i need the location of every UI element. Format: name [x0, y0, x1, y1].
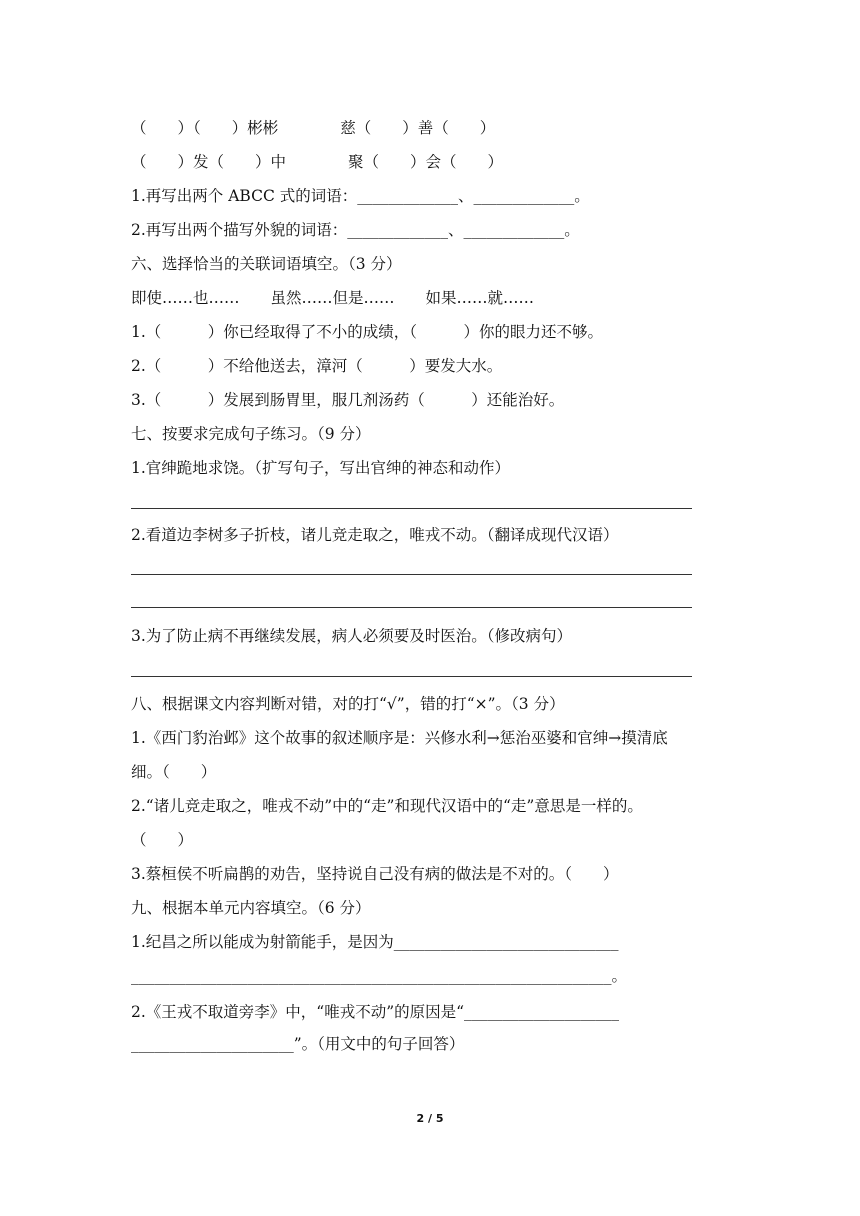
- fill-item-1-cont: ______________________________________________________________。: [131, 967, 628, 985]
- page-number: 2 / 5: [416, 1112, 444, 1125]
- answer-line-2: [131, 574, 692, 575]
- judge-item-1-cont: 细。（ ）: [131, 763, 217, 781]
- section-9-heading: 九、根据本单元内容填空。（6 分）: [131, 899, 371, 917]
- conjunction-options: 即使……也…… 虽然……但是…… 如果……就……: [131, 289, 535, 307]
- answer-line-4: [131, 676, 692, 677]
- sentence-task-3: 3.为了防止病不再继续发展，病人必须要及时医治。（修改病句）: [131, 627, 573, 645]
- judge-item-2-cont: （ ）: [131, 831, 194, 849]
- section-7-heading: 七、按要求完成句子练习。（9 分）: [131, 425, 371, 443]
- conjunction-item-1: 1.（ ）你已经取得了不小的成绩，（ ）你的眼力还不够。: [131, 323, 604, 341]
- question-appearance-words: 2.再写出两个描写外貌的词语：_____________、_____________。: [131, 221, 580, 239]
- sentence-task-2: 2.看道边李树多子折枝，诸儿竞走取之，唯戎不动。（翻译成现代汉语）: [131, 526, 619, 544]
- fill-item-2: 2.《王戎不取道旁李》中，“唯戎不动”的原因是“____________________: [131, 1003, 620, 1021]
- judge-item-1: 1.《西门豹治邺》这个故事的叙述顺序是：兴修水利→惩治巫婆和官绅→摸清底: [131, 729, 668, 747]
- idiom-fill-row-1: （ ）（ ）彬彬 慈（ ）善（ ）: [131, 119, 496, 137]
- question-abcc-words: 1.再写出两个 ABCC 式的词语：_____________、_____________。: [131, 187, 590, 205]
- judge-item-2: 2.“诸儿竞走取之，唯戎不动”中的“走”和现代汉语中的“走”意思是一样的。: [131, 797, 643, 815]
- conjunction-item-3: 3.（ ）发展到肠胃里，服几剂汤药（ ）还能治好。: [131, 391, 565, 409]
- section-8-heading: 八、根据课文内容判断对错，对的打“√”，错的打“×”。（3 分）: [131, 695, 565, 713]
- fill-item-1: 1.纪昌之所以能成为射箭能手，是因为_____________________________: [131, 933, 619, 951]
- answer-line-1: [131, 508, 692, 509]
- sentence-task-1: 1.官绅跪地求饶。（扩写句子，写出官绅的神态和动作）: [131, 459, 511, 477]
- section-6-heading: 六、选择恰当的关联词语填空。（3 分）: [131, 255, 402, 273]
- idiom-fill-row-2: （ ）发（ ）中 聚（ ）会（ ）: [131, 153, 504, 171]
- fill-item-2-cont: _____________________”。（用文中的句子回答）: [131, 1035, 465, 1053]
- conjunction-item-2: 2.（ ）不给他送去，漳河（ ）要发大水。: [131, 357, 503, 375]
- judge-item-3: 3.蔡桓侯不听扁鹊的劝告，坚持说自己没有病的做法是不对的。（ ）: [131, 865, 619, 883]
- answer-line-3: [131, 607, 692, 608]
